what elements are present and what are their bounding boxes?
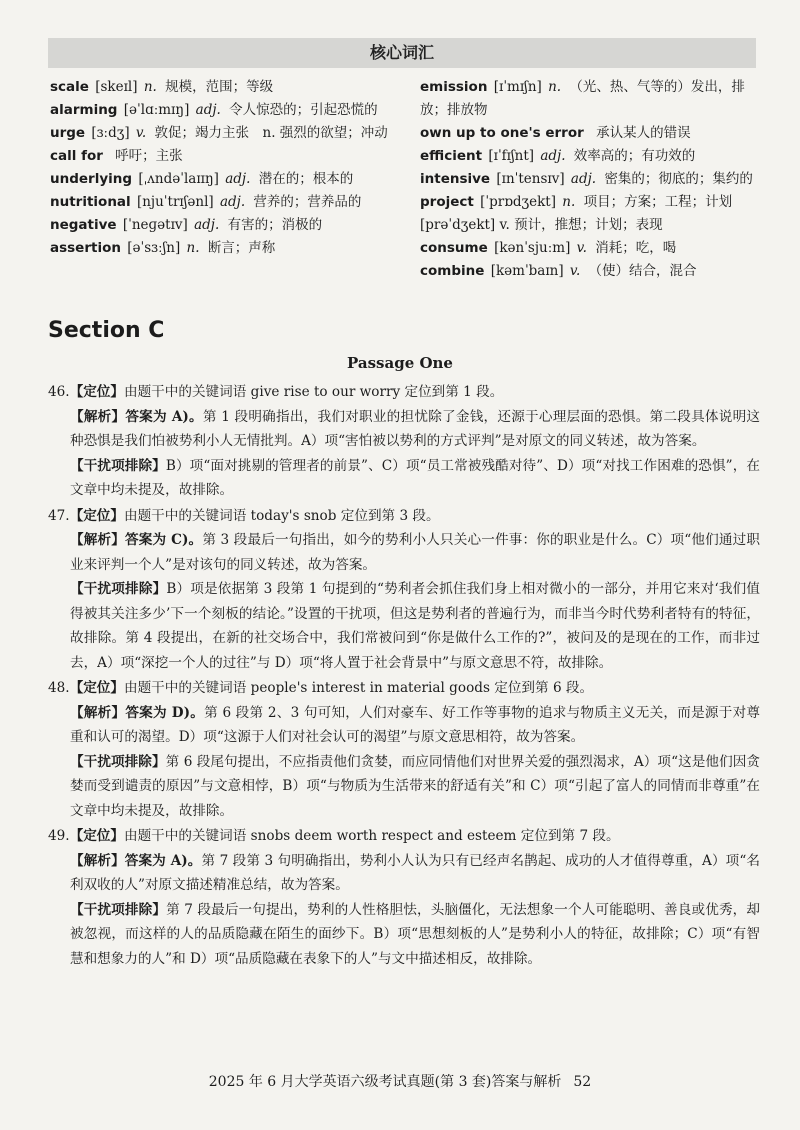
vocab-word: intensive: [420, 171, 491, 187]
vocab-definition: 断言；声称: [207, 240, 276, 256]
locate-text: 由题干中的关键词语 today's snob 定位到第 3 段。: [124, 507, 440, 524]
vocab-entry: [50, 168, 400, 191]
analysis-text: 第 7 段第 3 句明确指出，势利小人认为只有已经声名鹊起、成功的人才值得尊重，A）项“名利双收的人”对原文描述精准总结，故为答案。: [70, 852, 760, 893]
vocab-definition: 敦促；竭力主张 n. 强烈的欲望；冲动: [154, 125, 388, 141]
vocab-definition: （光、热、气等的）发出，排放；排放物: [420, 79, 745, 118]
vocab-definition: 呼吁；主张: [115, 148, 183, 164]
analysis-label: 【解析】答案为 A)。: [70, 408, 203, 425]
vocab-phonetic: [skeɪl]: [95, 79, 138, 95]
vocab-phonetic: [kəmˈbaɪn]: [490, 263, 564, 279]
passage-title: Passage One: [347, 354, 453, 372]
vocab-word: project: [420, 194, 474, 210]
locate-line: [48, 824, 760, 849]
vocab-pos: adj.: [570, 171, 597, 187]
locate-label: 【定位】: [69, 828, 124, 844]
analysis-paragraph: [48, 701, 760, 750]
vocab-entry: [50, 237, 400, 260]
vocab-definition: 营养的；营养品的: [253, 194, 362, 210]
distractor-paragraph: [48, 898, 760, 972]
question-number: 46.: [48, 384, 70, 400]
question-49: [48, 824, 760, 971]
vocab-pos: n.: [562, 194, 576, 210]
distractor-text: B）项“面对挑剔的管理者的前景”、C）项“员工常被残酷对待”、D）项“对找工作困难的恐惧”，在文章中均未提及，故排除。: [70, 457, 761, 498]
vocab-entry: [50, 99, 400, 122]
vocab-phonetic: [ɪˈfɪʃnt]: [488, 148, 535, 164]
vocab-definition: 项目；方案；工程；计划 [prəˈdʒekt] v. 预计，推想；计划；表现: [420, 194, 746, 233]
vocab-phonetic: [ˈprɒdʒekt]: [480, 194, 556, 210]
vocab-phonetic: [ˈneɡətɪv]: [122, 217, 188, 233]
vocab-word: own up to one's error: [420, 125, 584, 141]
vocab-entry: [50, 76, 400, 99]
analysis-text: 第 1 段明确指出，我们对职业的担忧除了金钱，还源于心理层面的恐惧。第二段具体说明这种恐惧是我们怕被势利小人无情批判。A）项“害怕被以势利的方式评判”是对原文的同义转述，故为答案。: [70, 408, 760, 449]
vocab-word: underlying: [50, 171, 133, 187]
distractor-paragraph: [48, 750, 760, 824]
vocab-word: call for: [50, 148, 103, 164]
vocab-pos: adj.: [540, 148, 566, 164]
vocab-entry: [50, 191, 400, 214]
page-footer: [0, 1071, 800, 1091]
vocab-entry: [420, 168, 760, 191]
vocab-phonetic: [ˌʌndəˈlaɪɪŋ]: [138, 171, 219, 187]
vocab-phonetic: [ɪˈmɪʃn]: [493, 79, 542, 95]
vocab-entry: [420, 260, 760, 283]
locate-label: 【定位】: [69, 507, 124, 524]
distractor-label: 【干扰项排除】: [70, 581, 167, 597]
vocab-word: scale: [50, 79, 89, 95]
analysis-paragraph: [48, 849, 760, 898]
vocab-word: assertion: [50, 240, 121, 256]
vocab-definition: 潜在的；根本的: [258, 171, 354, 187]
vocab-entry: [50, 145, 400, 168]
vocab-definition: 效率高的；有功效的: [573, 148, 696, 164]
vocab-entry: [420, 122, 760, 145]
vocab-definition: 令人惊恐的；引起恐慌的: [229, 102, 378, 118]
analysis-text: 第 6 段第 2、3 句可知，人们对豪车、好工作等事物的追求与物质主义无关，而是源于对尊重和认可的渴望。D）项“这源于人们对社会认可的渴望”与原文意思相符，故为答案。: [70, 704, 760, 745]
distractor-text: 第 7 段最后一句提出，势利的人性格胆怯，头脑僵化，无法想象一个人可能聪明、善良或优秀，却被忽视，而这样的人的品质隐藏在陌生的面纱下。B）项“思想刻板的人”是势利小人的特征，故排除；C）项“有智慧和想象力的人”和 D）项“品质隐藏在表象下的人”与文中描述相反，故排除。: [70, 901, 761, 967]
vocab-pos: v.: [135, 125, 147, 141]
footer-title: 2025 年 6 月大学英语六级考试真题(第 3 套)答案与解析: [208, 1074, 562, 1090]
question-46: [48, 380, 760, 503]
vocab-entry: [50, 122, 400, 145]
vocab-definition: 消耗；吃，喝: [595, 240, 677, 256]
vocab-column-right: [420, 76, 760, 283]
vocab-word: negative: [50, 217, 117, 233]
vocab-pos: adj.: [195, 102, 221, 118]
page-number: 52: [573, 1074, 592, 1090]
vocab-entry: [420, 237, 760, 260]
vocab-pos: n.: [143, 79, 157, 95]
vocab-definition: （使）结合，混合: [588, 263, 697, 279]
vocab-word: emission: [420, 79, 488, 95]
locate-line: [48, 380, 760, 405]
question-number: 47.: [48, 507, 70, 524]
vocab-definition: 规模，范围；等级: [165, 79, 274, 95]
vocab-phonetic: [ɪnˈtensɪv]: [496, 171, 565, 187]
vocab-pos: n.: [186, 240, 200, 256]
locate-label: 【定位】: [69, 384, 124, 400]
locate-text: 由题干中的关键词语 people's interest in material goods 定位到第 6 段。: [124, 680, 594, 696]
locate-text: 由题干中的关键词语 snobs deem worth respect and esteem 定位到第 7 段。: [124, 828, 620, 844]
vocab-word: efficient: [420, 148, 483, 164]
locate-label: 【定位】: [69, 680, 124, 696]
vocab-pos: adj.: [219, 194, 246, 210]
analysis-label: 【解析】答案为 C)。: [70, 532, 203, 548]
vocab-phonetic: [əˈsɜːʃn]: [127, 240, 181, 256]
locate-text: 由题干中的关键词语 give rise to our worry 定位到第 1 段。: [124, 384, 504, 400]
vocab-word: consume: [420, 240, 488, 256]
vocab-phonetic: [njuˈtrɪʃənl]: [136, 194, 214, 210]
analysis-paragraph: [48, 405, 760, 454]
vocab-pos: adj.: [194, 217, 220, 233]
distractor-label: 【干扰项排除】: [70, 457, 166, 474]
vocab-word: nutritional: [50, 194, 131, 210]
distractor-paragraph: [48, 454, 760, 503]
analysis-paragraph: [48, 528, 760, 577]
question-number: 49.: [48, 828, 70, 844]
vocab-column-left: [50, 76, 400, 260]
analysis-text: 第 3 段最后一句指出，如今的势利小人只关心一件事：你的职业是什么。C）项“他们通过职业来评判一个人”是对该句的同义转述，故为答案。: [70, 532, 761, 573]
vocab-definition: 承认某人的错误: [596, 125, 691, 141]
vocab-phonetic: [ɜːdʒ]: [91, 125, 130, 141]
section-title: Section C: [48, 318, 165, 343]
distractor-label: 【干扰项排除】: [70, 901, 167, 918]
vocab-entry: [420, 76, 760, 122]
vocab-phonetic: [kənˈsjuːm]: [494, 240, 571, 256]
vocab-definition: 有害的；消极的: [227, 217, 323, 233]
locate-line: [48, 676, 760, 701]
vocab-phonetic: [əˈlɑːmɪŋ]: [123, 102, 190, 118]
analysis-label: 【解析】答案为 D)。: [70, 704, 205, 721]
vocab-entry: [420, 191, 760, 237]
vocab-pos: adj.: [225, 171, 251, 187]
vocab-pos: v.: [569, 263, 581, 279]
vocab-pos: n.: [548, 79, 562, 95]
vocab-header: 核心词汇: [48, 38, 756, 68]
vocab-word: alarming: [50, 102, 118, 118]
vocab-definition: 密集的；彻底的；集约的: [604, 171, 753, 187]
vocab-entry: [420, 145, 760, 168]
vocab-pos: v.: [576, 240, 587, 256]
question-number: 48.: [48, 680, 70, 696]
distractor-label: 【干扰项排除】: [70, 753, 166, 770]
distractor-text: 第 6 段尾句提出，不应指责他们贪婪，而应同情他们对世界关爱的强烈渴求，A）项“这是他们因贪婪而受到谴责的原因”与文意相悖，B）项“与物质为生活带来的舒适有关”和 C）项“引起了富人的同情而非尊重”在文章中均未提及，故排除。: [70, 753, 761, 819]
vocab-word: urge: [50, 125, 86, 141]
question-48: [48, 676, 760, 823]
locate-line: [48, 504, 760, 529]
question-analysis-list: [48, 380, 760, 972]
distractor-text: B）项是依据第 3 段第 1 句提到的“势利者会抓住我们身上相对微小的一部分，并用它来对‘我们值得被其关注多少’下一个刻板的结论。”设置的干扰项，但这是势利者的普遍行为，而非当今时代势利者特有的特征，故排除。第 4 段提出，在新的社交场合中，我们常被问到“你是做什么工作的?”，被问及的是现在的工作，而非过去，A）项“深挖一个人的过往”与 D）项“将人置于社会背景中”与原文意思不符，故排除。: [70, 581, 761, 671]
distractor-paragraph: [48, 577, 760, 675]
question-47: [48, 504, 760, 676]
vocab-entry: [50, 214, 400, 237]
vocab-word: combine: [420, 263, 485, 279]
analysis-label: 【解析】答案为 A)。: [70, 852, 202, 869]
